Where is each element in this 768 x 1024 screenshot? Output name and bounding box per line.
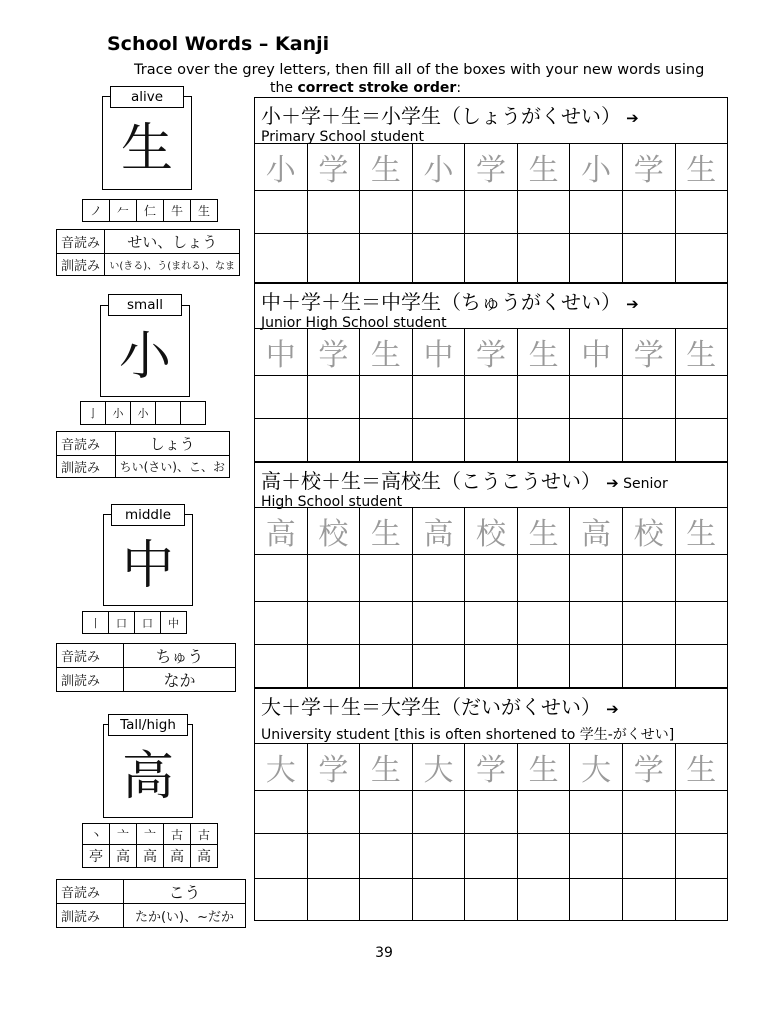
stroke-step: 亠 (109, 823, 137, 845)
page-number: 39 (375, 945, 393, 961)
practice-cell[interactable] (518, 791, 571, 833)
trace-cell[interactable]: 生 (686, 153, 717, 188)
practice-cell[interactable] (360, 879, 413, 920)
readings-table (56, 879, 246, 928)
word-english: High School student (261, 494, 403, 510)
trace-cell[interactable]: 生 (360, 144, 413, 190)
on-reading-value: こう (124, 880, 246, 904)
trace-cell[interactable]: 中 (255, 329, 308, 375)
word-formula: 小＋学＋生＝小学生（しょうがくせい） ➔ (261, 104, 639, 128)
practice-cell[interactable] (360, 645, 413, 687)
kanji-character: 小 (118, 326, 171, 387)
practice-cell[interactable] (255, 645, 308, 687)
practice-cell[interactable] (518, 555, 571, 601)
practice-cell[interactable] (676, 602, 728, 644)
practice-cell[interactable] (570, 602, 623, 644)
kanji-card-middle (103, 514, 193, 606)
stroke-step: 高 (109, 844, 137, 868)
kun-reading-value: なか (124, 668, 236, 692)
practice-cell[interactable] (255, 419, 308, 461)
practice-cell[interactable] (570, 234, 623, 282)
practice-row (255, 791, 727, 834)
kun-reading-value: い(きる)、う(まれる)、なま (105, 254, 240, 276)
practice-cell[interactable] (413, 191, 466, 233)
stroke-step (155, 401, 181, 425)
kanji-card-label: middle (111, 504, 185, 526)
stroke-step: 中 (160, 611, 187, 634)
practice-cell[interactable] (570, 645, 623, 687)
trace-cell[interactable]: 生 (686, 517, 717, 552)
trace-cell[interactable]: 中 (570, 329, 623, 375)
practice-cell[interactable] (360, 834, 413, 878)
kun-reading-value: たか(い)、~だか (124, 904, 246, 928)
kun-reading-label: 訓読み (57, 456, 116, 478)
practice-row (255, 234, 727, 283)
stroke-order-row (82, 844, 218, 868)
practice-cell[interactable] (570, 191, 623, 233)
stroke-step: 亠 (136, 823, 164, 845)
on-reading-label: 音読み (57, 230, 105, 254)
kun-reading-label: 訓読み (57, 254, 105, 276)
stroke-step: 亭 (82, 844, 110, 868)
stroke-order-row (82, 199, 218, 222)
practice-cell[interactable] (413, 555, 466, 601)
practice-cell[interactable] (360, 191, 413, 233)
practice-cell[interactable] (518, 834, 571, 878)
kanji-card-tall-high (103, 724, 193, 818)
practice-row (255, 419, 727, 462)
word-header (255, 98, 727, 144)
on-reading-value: ちゅう (124, 644, 236, 668)
stroke-step: 口 (108, 611, 135, 634)
practice-cell[interactable] (360, 791, 413, 833)
practice-cell[interactable] (308, 791, 361, 833)
stroke-step: 高 (190, 844, 218, 868)
practice-grid (254, 97, 728, 921)
stroke-order-row (82, 823, 218, 845)
stroke-step: 高 (136, 844, 164, 868)
stroke-step: 古 (163, 823, 191, 845)
on-reading-label: 音読み (57, 880, 124, 904)
trace-cell[interactable]: 学 (623, 144, 676, 190)
trace-cell[interactable]: 学 (308, 329, 361, 375)
practice-cell[interactable] (570, 879, 623, 920)
readings-table (56, 643, 236, 692)
practice-cell[interactable] (623, 234, 676, 282)
practice-cell[interactable] (518, 234, 571, 282)
practice-cell[interactable] (570, 791, 623, 833)
on-reading-label: 音読み (57, 644, 124, 668)
instructions-line-1: Trace over the grey letters, then fill all of the boxes with your new words using (134, 62, 705, 78)
trace-cell[interactable]: 小 (570, 144, 623, 190)
kanji-card-alive (102, 96, 192, 190)
trace-cell[interactable]: 生 (518, 329, 571, 375)
on-reading-value: せい、しょう (105, 230, 240, 254)
practice-cell[interactable] (255, 191, 308, 233)
practice-cell[interactable] (413, 645, 466, 687)
practice-cell[interactable] (465, 791, 518, 833)
readings-table (56, 229, 240, 276)
trace-cell[interactable]: 大 (570, 744, 623, 790)
kanji-character: 生 (120, 118, 173, 179)
trace-cell[interactable]: 生 (686, 753, 717, 788)
stroke-step: 牛 (163, 199, 191, 222)
practice-row (255, 602, 727, 645)
on-reading-label: 音読み (57, 432, 116, 456)
practice-cell[interactable] (570, 834, 623, 878)
trace-cell[interactable]: 学 (465, 744, 518, 790)
kanji-card-label: Tall/high (108, 714, 188, 736)
kanji-card-label: alive (110, 86, 184, 108)
practice-cell[interactable] (360, 555, 413, 601)
practice-cell[interactable] (360, 602, 413, 644)
stroke-step: 丨 (82, 611, 109, 634)
trace-cell[interactable]: 学 (308, 744, 361, 790)
practice-cell[interactable] (465, 191, 518, 233)
trace-cell[interactable]: 校 (308, 508, 361, 554)
practice-cell[interactable] (308, 234, 361, 282)
stroke-step: 高 (163, 844, 191, 868)
practice-cell[interactable] (360, 419, 413, 461)
practice-cell[interactable] (465, 555, 518, 601)
trace-cell[interactable]: 中 (413, 329, 466, 375)
practice-cell[interactable] (308, 555, 361, 601)
practice-cell[interactable] (465, 834, 518, 878)
trace-cell[interactable]: 高 (413, 508, 466, 554)
practice-cell[interactable] (676, 555, 728, 601)
stroke-step: 丶 (82, 823, 110, 845)
practice-row (255, 879, 727, 920)
practice-cell[interactable] (623, 645, 676, 687)
practice-cell[interactable] (676, 191, 728, 233)
trace-row (255, 144, 727, 191)
word-english: Primary School student (261, 129, 424, 145)
practice-cell[interactable] (518, 376, 571, 418)
word-header (255, 688, 727, 744)
practice-cell[interactable] (308, 191, 361, 233)
practice-cell[interactable] (518, 645, 571, 687)
practice-cell[interactable] (518, 191, 571, 233)
practice-row (255, 834, 727, 879)
instructions-line-2: the correct stroke order: (270, 80, 462, 96)
word-english: University student [this is often shortened to 学生-がくせい] (261, 727, 675, 743)
kun-reading-value: ちい(さい)、こ、お (115, 456, 229, 478)
stroke-step: 口 (134, 611, 161, 634)
practice-cell[interactable] (413, 834, 466, 878)
stroke-order-emphasis: correct stroke order (297, 80, 457, 96)
practice-cell[interactable] (676, 376, 728, 418)
practice-cell[interactable] (570, 376, 623, 418)
practice-cell[interactable] (465, 234, 518, 282)
practice-cell[interactable] (255, 791, 308, 833)
trace-cell[interactable]: 生 (518, 508, 571, 554)
trace-row (255, 744, 727, 791)
practice-cell[interactable] (413, 376, 466, 418)
trace-cell[interactable]: 生 (360, 508, 413, 554)
stroke-step (180, 401, 206, 425)
stroke-order-row (80, 401, 206, 425)
practice-cell[interactable] (676, 234, 728, 282)
kanji-card-small (100, 305, 190, 397)
practice-cell[interactable] (623, 602, 676, 644)
trace-cell[interactable]: 小 (413, 144, 466, 190)
practice-cell[interactable] (623, 376, 676, 418)
practice-cell[interactable] (255, 555, 308, 601)
practice-cell[interactable] (676, 419, 728, 461)
practice-cell[interactable] (413, 419, 466, 461)
word-formula: 中＋学＋生＝中学生（ちゅうがくせい） ➔ (261, 290, 639, 314)
kanji-card-label: small (108, 294, 182, 316)
trace-cell[interactable]: 生 (360, 329, 413, 375)
stroke-step: ノ (82, 199, 110, 222)
practice-cell[interactable] (518, 602, 571, 644)
stroke-step: 𠂉 (109, 199, 137, 222)
trace-row (255, 508, 727, 555)
practice-cell[interactable] (465, 419, 518, 461)
practice-cell[interactable] (308, 834, 361, 878)
trace-cell[interactable]: 生 (360, 744, 413, 790)
trace-cell[interactable]: 生 (518, 744, 571, 790)
practice-cell[interactable] (360, 376, 413, 418)
practice-cell[interactable] (413, 791, 466, 833)
stroke-step: 小 (105, 401, 131, 425)
practice-cell[interactable] (308, 645, 361, 687)
practice-cell[interactable] (676, 791, 728, 833)
kun-reading-label: 訓読み (57, 904, 124, 928)
trace-cell[interactable]: 学 (623, 329, 676, 375)
readings-table (56, 431, 230, 478)
practice-cell[interactable] (518, 879, 571, 920)
trace-cell[interactable]: 大 (413, 744, 466, 790)
practice-cell[interactable] (570, 555, 623, 601)
practice-row (255, 555, 727, 602)
trace-cell[interactable]: 学 (465, 144, 518, 190)
practice-row (255, 645, 727, 688)
practice-cell[interactable] (413, 234, 466, 282)
practice-cell[interactable] (308, 376, 361, 418)
word-english: Junior High School student (261, 315, 447, 331)
stroke-step: 生 (190, 199, 218, 222)
practice-cell[interactable] (255, 234, 308, 282)
practice-cell[interactable] (255, 879, 308, 920)
trace-cell[interactable]: 生 (518, 144, 571, 190)
practice-cell[interactable] (465, 879, 518, 920)
word-formula: 高＋校＋生＝高校生（こうこうせい） ➔ Senior (261, 469, 668, 493)
kun-reading-label: 訓読み (57, 668, 124, 692)
practice-cell[interactable] (360, 234, 413, 282)
trace-cell[interactable]: 小 (255, 144, 308, 190)
trace-cell[interactable]: 高 (255, 508, 308, 554)
stroke-step: 古 (190, 823, 218, 845)
on-reading-value: しょう (115, 432, 229, 456)
practice-cell[interactable] (623, 879, 676, 920)
practice-cell[interactable] (623, 191, 676, 233)
practice-cell[interactable] (308, 419, 361, 461)
practice-cell[interactable] (676, 879, 728, 920)
practice-cell[interactable] (465, 602, 518, 644)
stroke-order-row (82, 611, 187, 634)
trace-cell[interactable]: 学 (308, 144, 361, 190)
kanji-character: 高 (121, 746, 174, 807)
practice-cell[interactable] (623, 791, 676, 833)
arrow-icon: ➔ (626, 295, 639, 313)
arrow-icon: ➔ (606, 474, 619, 492)
trace-cell[interactable]: 生 (686, 338, 717, 373)
trace-cell[interactable]: 校 (465, 508, 518, 554)
stroke-step: 小 (130, 401, 156, 425)
stroke-step: 亅 (80, 401, 106, 425)
practice-cell[interactable] (255, 602, 308, 644)
trace-cell[interactable]: 学 (623, 744, 676, 790)
practice-cell[interactable] (623, 555, 676, 601)
practice-row (255, 191, 727, 234)
kanji-character: 中 (121, 535, 174, 596)
practice-cell[interactable] (308, 602, 361, 644)
arrow-icon: ➔ (606, 700, 619, 718)
trace-cell[interactable]: 学 (465, 329, 518, 375)
word-header (255, 462, 727, 508)
practice-cell[interactable] (465, 645, 518, 687)
practice-cell[interactable] (676, 834, 728, 878)
practice-cell[interactable] (413, 879, 466, 920)
trace-row (255, 329, 727, 376)
practice-cell[interactable] (676, 645, 728, 687)
practice-cell[interactable] (255, 834, 308, 878)
arrow-icon: ➔ (626, 109, 639, 127)
practice-cell[interactable] (623, 419, 676, 461)
word-header (255, 283, 727, 329)
worksheet-title: School Words – Kanji (107, 33, 330, 55)
practice-cell[interactable] (623, 834, 676, 878)
practice-cell[interactable] (255, 376, 308, 418)
word-formula: 大＋学＋生＝大学生（だいがくせい） ➔ (261, 695, 619, 719)
practice-cell[interactable] (570, 419, 623, 461)
practice-cell[interactable] (413, 602, 466, 644)
practice-row (255, 376, 727, 419)
trace-cell[interactable]: 高 (570, 508, 623, 554)
practice-cell[interactable] (518, 419, 571, 461)
trace-cell[interactable]: 校 (623, 508, 676, 554)
stroke-step: 仁 (136, 199, 164, 222)
practice-cell[interactable] (308, 879, 361, 920)
practice-cell[interactable] (465, 376, 518, 418)
trace-cell[interactable]: 大 (255, 744, 308, 790)
